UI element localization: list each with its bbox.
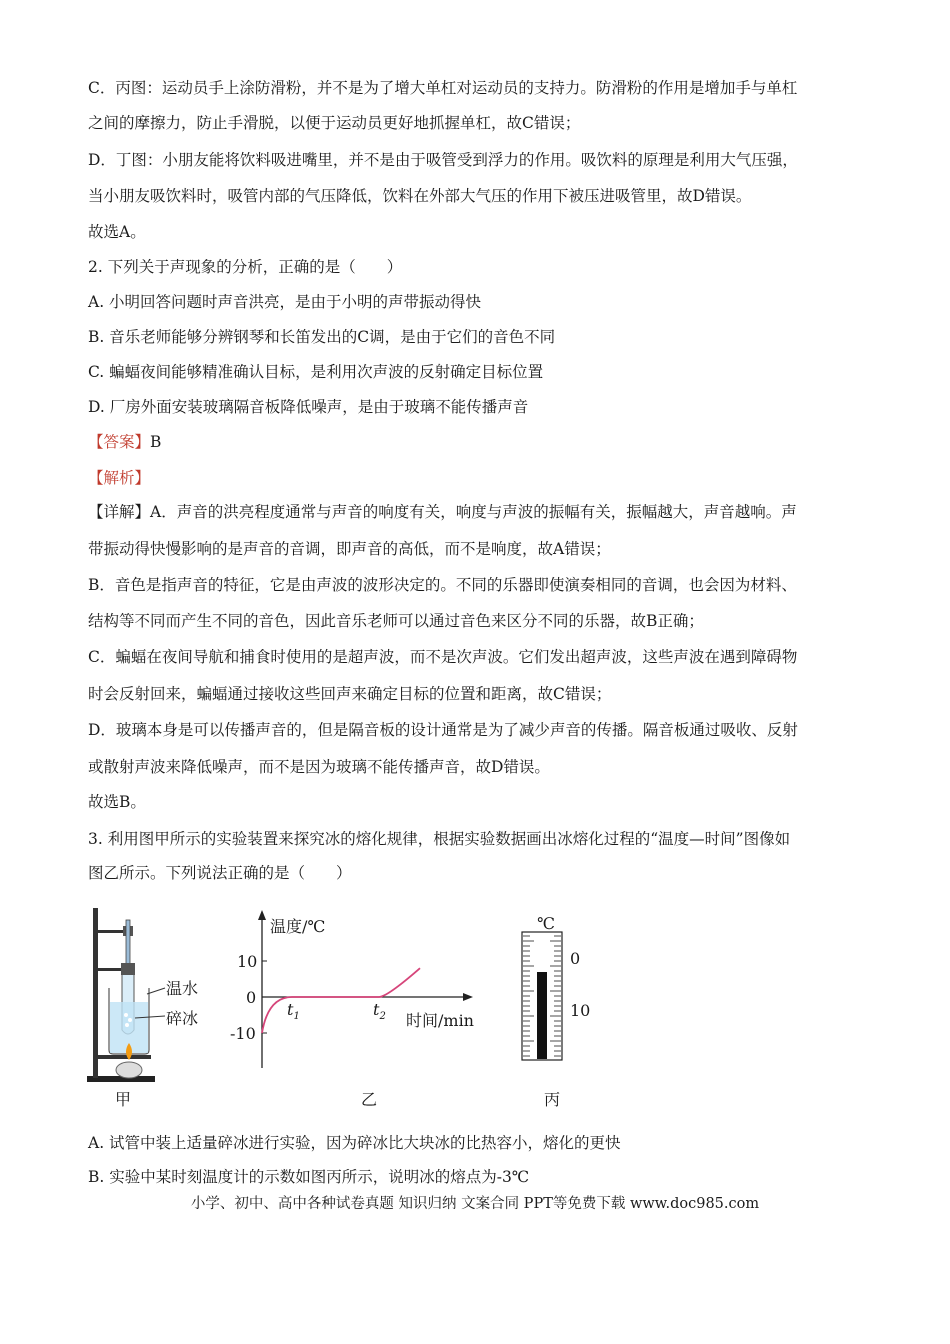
q3-option-a: A. 试管中装上适量碎冰进行实验，因为碎冰比大块冰的比热容小，熔化的更快 — [88, 1134, 621, 1152]
caption-bing: 丙 — [544, 1090, 561, 1109]
text-line: 故选B。 — [88, 793, 146, 811]
text-line: C．丙图：运动员手上涂防滑粉，并不是为了增大单杠对运动员的支持力。防滑粉的作用是增加手与单杠 — [88, 79, 798, 97]
t1-subscript: 1 — [293, 1011, 300, 1023]
x-axis-label: 时间/min — [406, 1011, 474, 1030]
label-crushed-ice: 碎冰 — [166, 1009, 199, 1028]
t1-label — [287, 1000, 300, 1022]
option-d: D. 厂房外面安装玻璃隔音板降低噪声，是由于玻璃不能传播声音 — [88, 398, 529, 416]
tube-clamp — [121, 963, 135, 975]
melting-curve — [262, 968, 420, 1033]
option-a: A. 小明回答问题时声音洪亮，是由于小明的声带振动得快 — [88, 293, 482, 311]
analysis-tag: 【解析】 — [88, 469, 151, 487]
figure-yi-graph — [222, 908, 482, 1078]
text-line: 故选A。 — [88, 223, 146, 241]
alcohol-lamp — [116, 1062, 142, 1078]
ice-bit — [124, 1013, 128, 1017]
page-footer: 小学、初中、高中各种试卷真题 知识归纳 文案合同 PPT等免费下载 www.doc985.com — [190, 1196, 760, 1212]
text-line: 当小朋友吸饮料时，吸管内部的气压降低，饮料在外部大气压的作用下被压进吸管里，故D错误。 — [88, 187, 752, 205]
text-line: 【详解】A．声音的洪亮程度通常与声音的响度有关，响度与声波的振幅有关，振幅越大，声音越响。声 — [88, 503, 797, 521]
figure-jia-apparatus — [85, 900, 225, 1110]
answer-line — [88, 432, 161, 452]
answer-value: B — [150, 433, 162, 451]
option-b: B. 音乐老师能够分辨钢琴和长笛发出的C调，是由于它们的音色不同 — [88, 328, 556, 346]
stand-rod — [93, 908, 98, 1078]
ring-support — [93, 1055, 151, 1059]
thermometer-label-10: 10 — [570, 1001, 591, 1020]
text-line: 或散射声波来降低噪声，而不是因为玻璃不能传播声音，故D错误。 — [88, 758, 550, 776]
thermometer-label-0: 0 — [570, 949, 581, 968]
text-line: C．蝙蝠在夜间导航和捕食时使用的是超声波，而不是次声波。它们发出超声波，这些声波在遇到障碍物 — [88, 648, 798, 666]
pointer-line — [147, 988, 165, 994]
text-line: 带振动得快慢影响的是声音的音调，即声音的高低，而不是响度，故A错误； — [88, 540, 611, 558]
ice-bit — [128, 1018, 132, 1022]
y-tick-label-neg10: -10 — [230, 1024, 256, 1043]
text-line: D．丁图：小朋友能将饮料吸进嘴里，并不是由于吸管受到浮力的作用。吸饮料的原理是利用大气压强， — [88, 151, 798, 169]
option-c: C. 蝙蝠夜间能够精准确认目标，是利用次声波的反射确定目标位置 — [88, 363, 544, 381]
text-line: 之间的摩擦力，防止手滑脱，以便于运动员更好地抓握单杠，故C错误； — [88, 114, 581, 132]
t2-subscript: 2 — [379, 1011, 386, 1023]
thermometer-liquid — [537, 972, 547, 1059]
y-tick-label-0: 0 — [246, 988, 257, 1007]
t2-label — [373, 1000, 386, 1022]
text-line: 结构等不同而产生不同的音色，因此音乐老师可以通过音色来区分不同的乐器，故B正确； — [88, 612, 704, 630]
t2-symbol: t — [373, 1000, 380, 1019]
t1-symbol: t — [287, 1000, 294, 1019]
caption-jia: 甲 — [115, 1090, 132, 1109]
x-axis-arrow — [463, 993, 473, 1001]
question-2-stem: 2. 下列关于声现象的分析，正确的是（ ） — [88, 258, 403, 276]
ice-bit — [125, 1023, 129, 1027]
figure-bing-thermometer — [520, 930, 570, 1065]
answer-tag: 【答案】 — [88, 433, 151, 451]
y-axis-arrow — [258, 910, 266, 920]
text-line: D．玻璃本身是可以传播声音的，但是隔音板的设计通常是为了减少声音的传播。隔音板通过吸收、反射 — [88, 721, 798, 739]
y-tick-label-10: 10 — [237, 952, 258, 971]
text-line: B．音色是指声音的特征，它是由声波的波形决定的。不同的乐器即使演奏相同的音调，也会因为材料、 — [88, 576, 797, 594]
thermometer-unit: ℃ — [537, 914, 555, 933]
y-axis-label: 温度/℃ — [270, 917, 326, 936]
caption-yi: 乙 — [361, 1090, 378, 1109]
q3-option-b: B. 实验中某时刻温度计的示数如图丙所示，说明冰的熔点为-3℃ — [88, 1168, 530, 1186]
question-3-stem: 3. 利用图甲所示的实验装置来探究冰的熔化规律，根据实验数据画出冰熔化过程的“温度—时间”图像如 — [88, 830, 791, 848]
question-3-stem-cont: 图乙所示。下列说法正确的是（ ） — [88, 864, 352, 882]
text-line: 时会反射回来，蝙蝠通过接收这些回声来确定目标的位置和距离，故C错误； — [88, 685, 612, 703]
label-warm-water: 温水 — [166, 979, 199, 998]
